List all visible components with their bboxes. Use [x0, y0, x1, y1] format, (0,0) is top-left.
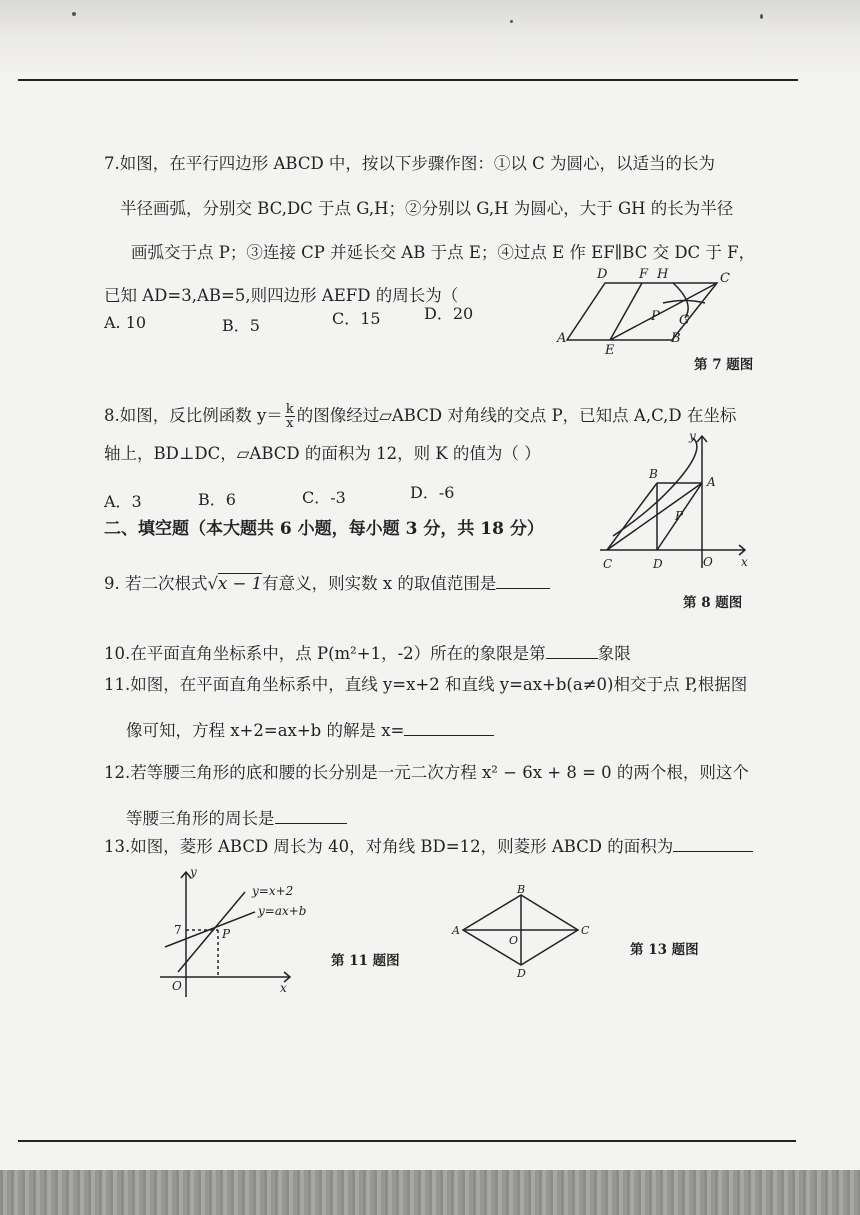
label-b: B: [649, 467, 658, 481]
label-p: P: [651, 309, 660, 324]
label-a: A: [452, 924, 460, 937]
line-x-plus-2: [178, 892, 245, 972]
label-p: P: [675, 509, 684, 523]
label-h: H: [657, 267, 669, 282]
q8-option-c: C．-3: [302, 488, 346, 507]
label-line1: y=x+2: [252, 884, 294, 898]
q8-line2: 轴上，BD⊥DC，▱ABCD 的面积为 12，则 K 的值为（ ）: [104, 444, 541, 463]
label-o: O: [172, 979, 182, 993]
q7-line1: 7.如图，在平行四边形 ABCD 中，按以下步骤作图：①以 C 为圆心，以适当的长为: [104, 154, 716, 173]
q7-figure: [555, 258, 735, 358]
scan-speck: [72, 12, 76, 16]
label-b: B: [517, 885, 526, 896]
q12-line1: 12.若等腰三角形的底和腰的长分别是一元二次方程 x² − 6x + 8 = 0 的两个根，则这个: [104, 763, 749, 782]
q9-answer-blank[interactable]: [496, 588, 550, 589]
label-d: D: [597, 267, 608, 282]
q9-post: 有意义，则实数 x 的取值范围是: [262, 574, 497, 593]
q13-figure: [448, 885, 598, 980]
q13-line: [104, 833, 753, 857]
q11-figure: [150, 862, 330, 1002]
footer-rule: [18, 1140, 796, 1142]
scan-speck: [760, 14, 763, 19]
q7-line2: 半径画弧，分别交 BC,DC 于点 G,H；②分别以 G,H 为圆心，大于 GH 的长为半径: [120, 199, 734, 218]
q11-answer-blank[interactable]: [404, 735, 494, 736]
q10-line: [104, 640, 631, 664]
label-g: G: [679, 313, 690, 328]
q13-answer-blank[interactable]: [673, 851, 753, 852]
header-rule: [18, 79, 798, 81]
q8-line1: [104, 402, 736, 430]
q12-line2: [126, 805, 347, 829]
q13-line1: 13.如图，菱形 ABCD 周长为 40，对角线 BD=12，则菱形 ABCD 的面积为: [104, 837, 674, 856]
parallelogram-abcd: [567, 283, 717, 340]
scan-bottom-shadow: [0, 1170, 860, 1215]
arc-p: [663, 301, 705, 304]
q13-caption: 第 13 题图: [630, 942, 699, 958]
q7-line3: 画弧交于点 P；③连接 CP 并延长交 AB 于点 E；④过点 E 作 EF∥BC 交 DC 于 F，: [131, 243, 756, 262]
q12-line2-text: 等腰三角形的周长是: [126, 809, 275, 828]
q8-line1-pre: 8.如图，反比例函数 y＝: [104, 406, 283, 425]
q8-line1-post: 的图像经过▱ABCD 对角线的交点 P，已知点 A,C,D 在坐标: [296, 406, 737, 425]
q9-radicand: x − 1: [218, 574, 263, 593]
q7-option-c: C．15: [332, 309, 381, 328]
q11-line2-text: 像可知，方程 x+2=ax+b 的解是 x=: [126, 721, 405, 740]
q9-line: [104, 570, 550, 594]
q8-caption: 第 8 题图: [683, 595, 743, 611]
q8-option-b: B．6: [198, 490, 236, 509]
label-b: B: [671, 331, 681, 346]
q8-option-d: D．-6: [410, 483, 455, 502]
label-p: P: [222, 927, 231, 941]
frac-den: x: [286, 416, 294, 431]
q7-caption: 第 7 题图: [694, 357, 754, 373]
q10-pre: 10.在平面直角坐标系中，点 P(m²+1，-2）所在的象限是第: [104, 644, 546, 663]
label-x: x: [741, 555, 748, 569]
segment-ca: [607, 483, 702, 550]
label-d: D: [517, 967, 526, 980]
frac-num: k: [285, 402, 294, 417]
label-o: O: [509, 934, 519, 947]
label-o: O: [703, 555, 713, 569]
radical-sign: √: [207, 574, 219, 593]
label-a: A: [557, 331, 567, 346]
q10-post: 象限: [597, 644, 631, 663]
q7-option-a: A. 10: [104, 313, 147, 332]
label-line2: y=ax+b: [258, 904, 307, 918]
q9-pre: 9. 若二次根式: [104, 574, 208, 593]
q11-caption: 第 11 题图: [331, 953, 400, 969]
scan-top-shadow: [0, 0, 860, 72]
q11-line1: 11.如图，在平面直角坐标系中，直线 y=x+2 和直线 y=ax+b(a≠0)相交于点 P,根据图: [104, 675, 748, 694]
q8-option-a: A．3: [104, 492, 142, 511]
q7-line4: 已知 AD=3,AB=5,则四边形 AEFD 的周长为（: [104, 286, 459, 305]
scan-speck: [510, 20, 513, 23]
q7-option-b: B．5: [222, 316, 260, 335]
q8-figure: [595, 428, 755, 576]
q11-line2: [126, 717, 494, 741]
segment-cb: [607, 483, 657, 550]
q12-answer-blank[interactable]: [275, 823, 347, 824]
label-a: A: [707, 475, 716, 489]
label-y: y: [689, 429, 696, 443]
label-f: F: [639, 267, 649, 282]
q8-fraction: [285, 403, 295, 430]
label-c: C: [581, 924, 590, 937]
q10-answer-blank[interactable]: [546, 658, 598, 659]
label-c: C: [603, 557, 613, 571]
section-heading: 二、填空题（本大题共 6 小题，每小题 3 分，共 18 分）: [104, 519, 544, 539]
q7-option-d: D．20: [424, 304, 474, 323]
label-y: y: [190, 865, 197, 879]
label-c: C: [720, 271, 730, 286]
label-d: D: [653, 557, 663, 571]
label-x: x: [280, 981, 287, 995]
label-7: 7: [174, 923, 182, 937]
label-e: E: [605, 343, 615, 358]
